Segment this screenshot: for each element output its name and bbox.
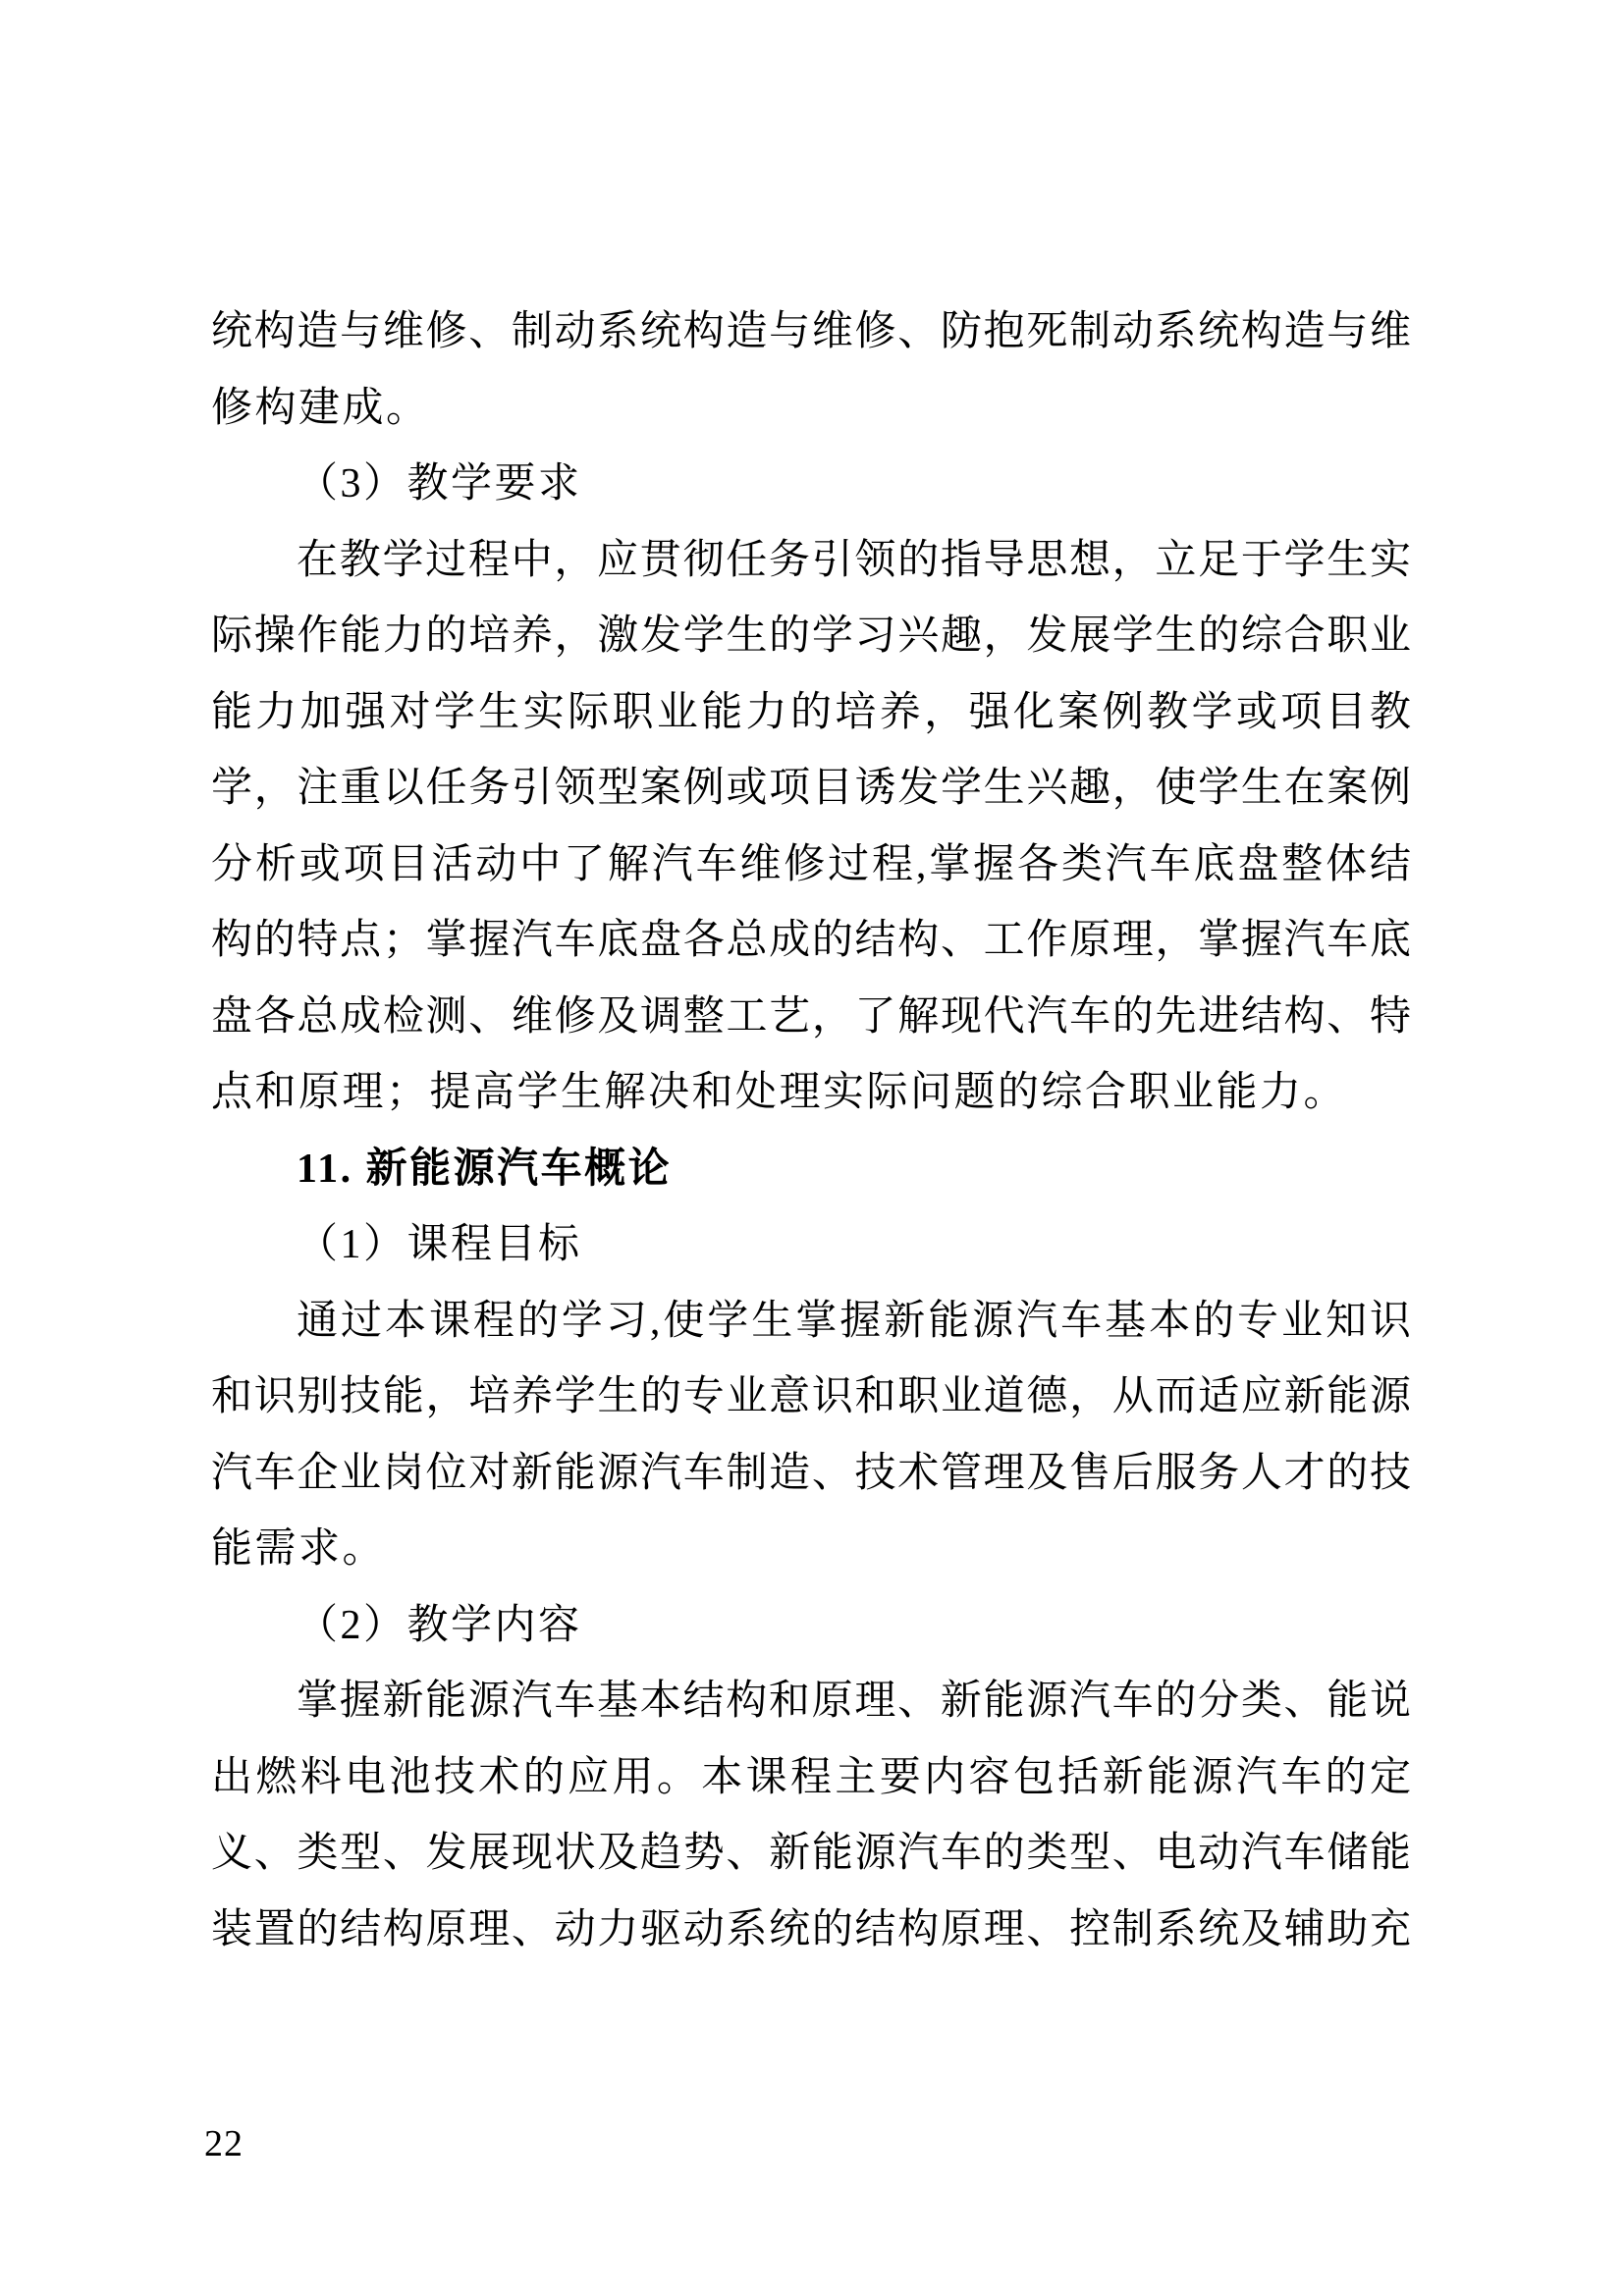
text-line: 构的特点；掌握汽车底盘各总成的结构、工作原理，掌握汽车底 xyxy=(211,918,1411,963)
text-line: 能力加强对学生实际职业能力的培养，强化案例教学或项目教 xyxy=(211,689,1411,735)
text-line: 11. 新能源汽车概论 xyxy=(297,1146,673,1192)
text-line: 盘各总成检测、维修及调整工艺，了解现代汽车的先进结构、特 xyxy=(211,993,1411,1040)
page-number: 22 xyxy=(204,2123,244,2164)
text-line: 和识别技能，培养学生的专业意识和职业道德，从而适应新能源 xyxy=(211,1374,1411,1419)
text-line: 学，注重以任务引领型案例或项目诱发学生兴趣，使学生在案例 xyxy=(211,766,1411,811)
text-line: 掌握新能源汽车基本结构和原理、新能源汽车的分类、能说 xyxy=(297,1679,1411,1724)
text-line: 义、类型、发展现状及趋势、新能源汽车的类型、电动汽车储能 xyxy=(211,1831,1411,1876)
text-line: 在教学过程中，应贯彻任务引领的指导思想，立足于学生实 xyxy=(297,537,1411,583)
text-line: 统构造与维修、制动系统构造与维修、防抱死制动系统构造与维 xyxy=(211,309,1411,354)
document-body xyxy=(211,294,1411,1968)
text-line: 出燃料电池技术的应用。本课程主要内容包括新能源汽车的定 xyxy=(211,1754,1411,1800)
text-line: （2）教学内容 xyxy=(297,1602,582,1648)
text-line: 分析或项目活动中了解汽车维修过程,掌握各类汽车底盘整体结 xyxy=(211,841,1411,887)
text-line: 修构建成。 xyxy=(211,385,430,431)
text-line: 汽车企业岗位对新能源汽车制造、技术管理及售后服务人才的技 xyxy=(211,1450,1411,1496)
text-line: （1）课程目标 xyxy=(297,1222,582,1267)
text-line: 通过本课程的学习,使学生掌握新能源汽车基本的专业知识 xyxy=(297,1298,1411,1344)
text-line: 能需求。 xyxy=(211,1526,387,1572)
text-line: 装置的结构原理、动力驱动系统的结构原理、控制系统及辅助充 xyxy=(211,1906,1411,1952)
text-line: 际操作能力的培养，激发学生的学习兴趣，发展学生的综合职业 xyxy=(211,614,1411,659)
text-line: 点和原理；提高学生解决和处理实际问题的综合职业能力。 xyxy=(211,1070,1348,1115)
text-line: （3）教学要求 xyxy=(297,461,582,507)
